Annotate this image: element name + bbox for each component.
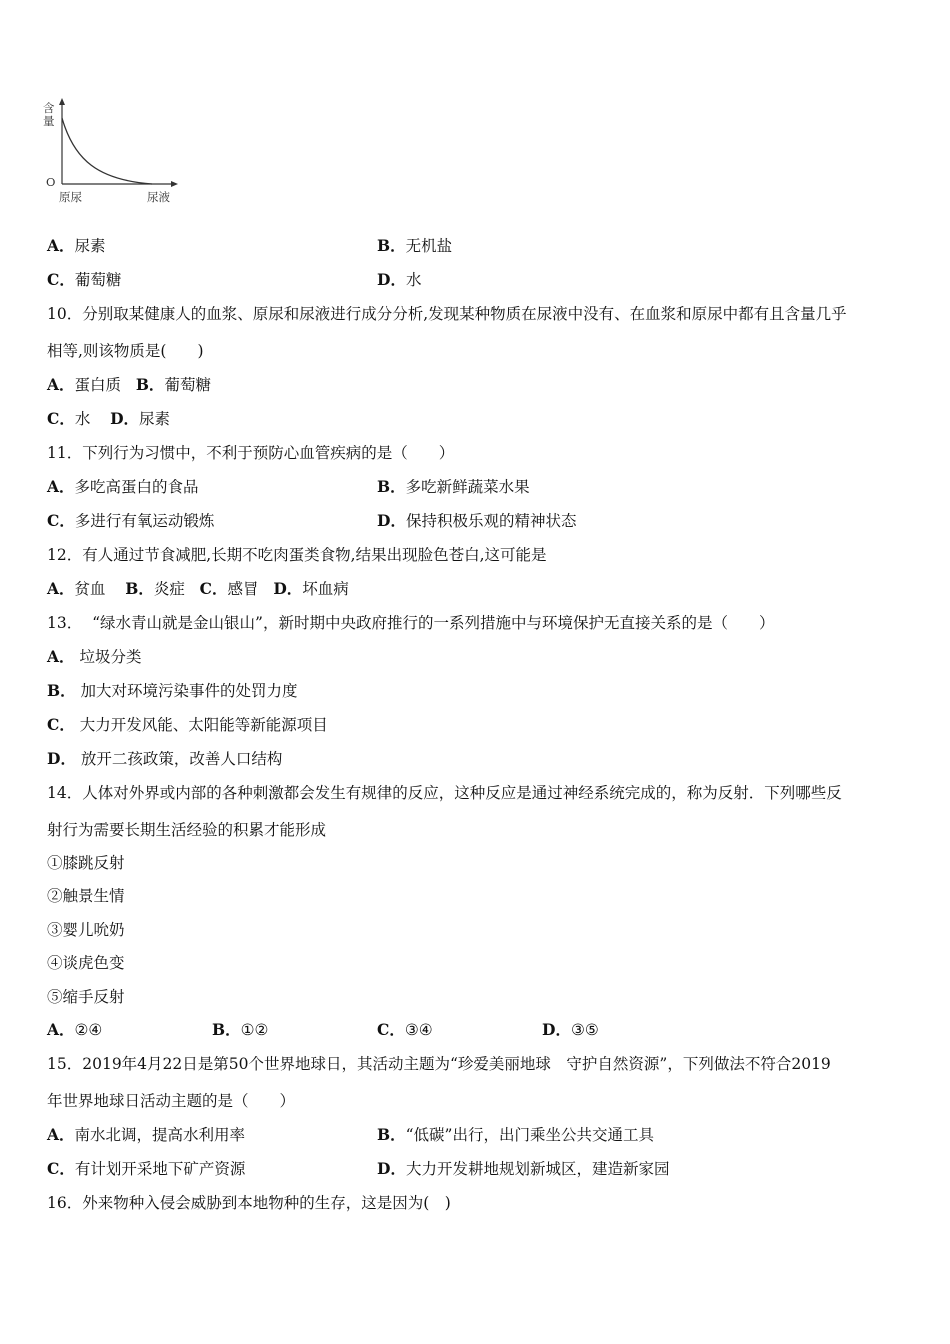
q10-b-text: 葡萄糖 [164,376,211,394]
q13-stem-text: “绿水青山就是金山银山”，新时期中央政府推行的一系列措施中与环境保护无直接关系的是（ ） [92,614,775,632]
q9-option-b [377,236,452,256]
q11-a-label: A． [47,477,75,496]
q10-stem-line-1 [47,304,847,324]
q13-a-label: A． [47,647,75,666]
q15-stem-line-2: 年世界地球日活动主题的是（ ） [47,1092,296,1110]
q10-stem-1: 分别取某健康人的血浆、原尿和尿液进行成分分析,发现某种物质在尿液中没有、在血浆和原尿中都有且含量几乎 [82,305,847,323]
q13-option-c [47,715,328,735]
q11-a-text: 多吃高蛋白的食品 [74,478,199,496]
q12-stem-text: 有人通过节食减肥,长期不吃肉蛋类食物,结果出现脸色苍白,这可能是 [82,546,547,564]
x-label-left: 原尿 [59,190,82,204]
q15-option-c [47,1159,245,1179]
q10-number: 10． [47,305,83,323]
q9-d-label: D． [377,270,406,289]
q9-c-label: C． [47,270,75,289]
q15-c-text: 有计划开采地下矿产资源 [74,1160,246,1178]
q12-options [47,579,349,599]
q15-d-label: D． [377,1159,406,1178]
q9-d-text: 水 [405,271,422,289]
q14-option-b [212,1020,268,1040]
q14-stem-line-1 [47,783,842,803]
q12-d-text: 坏血病 [302,580,349,598]
origin-label: O [46,175,56,189]
q14-item-2: ②触景生情 [47,887,125,905]
q15-stem-line-1 [47,1054,831,1074]
q14-option-a [47,1020,102,1040]
content-curve-figure [40,96,190,211]
q12-stem [47,545,547,565]
q13-c-text: 大力开发风能、太阳能等新能源项目 [79,716,328,734]
q9-c-text: 葡萄糖 [74,271,122,289]
q9-b-text: 无机盐 [405,237,453,255]
q11-c-text: 多进行有氧运动锻炼 [74,512,215,530]
q11-number: 11． [47,444,83,462]
q9-option-a [47,236,106,256]
q13-d-label: D． [47,749,76,768]
q9-option-c [47,270,121,290]
q14-item-4: ④谈虎色变 [47,954,125,972]
q11-option-a [47,477,199,497]
q11-option-d [377,511,576,531]
q10-options-cd [47,409,170,429]
q11-d-label: D． [377,511,406,530]
q14-item-5: ⑤缩手反射 [47,988,125,1006]
y-axis-arrow [59,98,65,105]
q13-option-d [47,749,282,769]
q14-item-1: ①膝跳反射 [47,854,125,872]
q10-stem-line-2: 相等,则该物质是( ) [47,342,204,360]
q14-item-3: ③婴儿吮奶 [47,921,125,939]
q15-d-text: 大力开发耕地规划新城区，建造新家园 [405,1160,670,1178]
q12-b-label: B． [125,579,154,598]
q14-b-text: ①② [240,1021,269,1039]
q11-option-b [377,477,530,497]
q12-a-label: A． [47,579,75,598]
q14-a-text: ②④ [74,1021,103,1039]
q12-a-text: 贫血 [74,580,106,598]
q10-a-text: 蛋白质 [74,376,122,394]
q16-stem-text: 外来物种入侵会威胁到本地物种的生存，这是因为( ) [82,1194,451,1212]
q15-a-label: A． [47,1125,75,1144]
q15-a-text: 南水北调，提高水利用率 [74,1126,246,1144]
x-axis-arrow [171,181,178,187]
q15-option-b [377,1125,654,1145]
x-label-right: 尿液 [147,190,170,204]
q9-option-d [377,270,421,290]
q15-b-label: B． [377,1125,406,1144]
q13-c-label: C． [47,715,75,734]
q14-a-label: A． [47,1020,75,1039]
q10-d-label: D． [110,409,140,428]
q12-c-text: 感冒 [227,580,259,598]
q10-options-ab [47,375,211,395]
q14-option-d [542,1020,599,1040]
q11-option-c [47,511,214,531]
q10-c-label: C． [47,409,75,428]
q13-b-label: B． [47,681,76,700]
q13-b-text: 加大对环境污染事件的处罚力度 [80,682,298,700]
q15-option-d [377,1159,669,1179]
q10-d-text: 尿素 [139,410,171,428]
q9-a-text: 尿素 [74,237,106,255]
q12-c-label: C． [199,579,228,598]
y-label-2: 量 [43,114,55,128]
q14-stem-1: 人体对外界或内部的各种刺激都会发生有规律的反应，这种反应是通过神经系统完成的，称为反射．下列哪些反 [82,784,842,802]
q11-b-label: B． [377,477,406,496]
q14-d-label: D． [542,1020,571,1039]
q11-d-text: 保持积极乐观的精神状态 [405,512,577,530]
q11-b-text: 多吃新鲜蔬菜水果 [405,478,530,496]
q14-b-label: B． [212,1020,241,1039]
q13-stem [47,613,774,633]
content-curve [62,118,152,184]
q13-number: 13． [47,614,83,632]
q13-a-text: 垃圾分类 [79,648,142,666]
y-label-1: 含 [43,101,55,115]
q15-number: 15． [47,1055,83,1073]
q11-stem-text: 下列行为习惯中，不利于预防心血管疾病的是（ ） [82,444,455,462]
q14-number: 14． [47,784,83,802]
q9-b-label: B． [377,236,406,255]
q13-option-a [47,647,141,667]
q14-option-c [377,1020,433,1040]
q12-b-text: 炎症 [153,580,185,598]
q13-d-text: 放开二孩政策，改善人口结构 [80,750,283,768]
q10-b-label: B． [135,375,165,394]
q11-stem [47,443,454,463]
q15-b-text: “低碳”出行，出门乘坐公共交通工具 [405,1126,654,1144]
q10-c-text: 水 [74,410,91,428]
q14-d-text: ③⑤ [570,1021,599,1039]
q14-c-text: ③④ [404,1021,433,1039]
q12-d-label: D． [273,579,303,598]
q13-option-b [47,681,298,701]
q15-stem-1: 2019年4月22日是第50个世界地球日，其活动主题为“珍爱美丽地球 守护自然资源”，下列做法不符合2019 [82,1055,831,1073]
q14-c-label: C． [377,1020,405,1039]
q16-number: 16． [47,1194,83,1212]
q12-number: 12． [47,546,83,564]
q10-a-label: A． [47,375,75,394]
q15-c-label: C． [47,1159,75,1178]
q9-a-label: A． [47,236,75,255]
q15-option-a [47,1125,245,1145]
q16-stem [47,1193,451,1213]
q14-stem-line-2: 射行为需要长期生活经验的积累才能形成 [47,821,327,839]
q11-c-label: C． [47,511,75,530]
